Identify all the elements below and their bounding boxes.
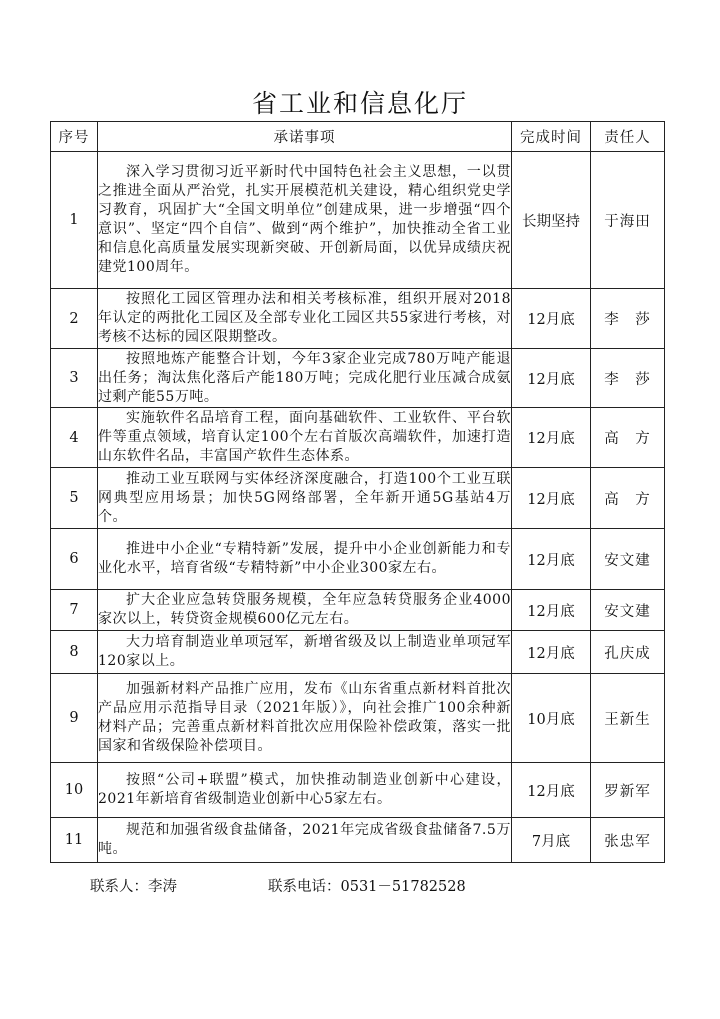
row-person: 张忠军	[591, 818, 665, 863]
row-time: 12月底	[512, 408, 591, 468]
row-person: 高 方	[591, 468, 665, 529]
row-content: 扩大企业应急转贷服务规模，全年应急转贷服务企业4000家次以上，转贷资金规模600亿元左右。	[98, 590, 512, 631]
table-row	[51, 590, 665, 631]
row-time: 12月底	[512, 468, 591, 529]
table-row	[51, 152, 665, 289]
contact-person: 联系人：李涛	[90, 879, 177, 895]
row-content: 推动工业互联网与实体经济深度融合，打造100个工业互联网典型应用场景；加快5G网络部署，全年新开通5G基站4万个。	[98, 468, 512, 529]
table-row	[51, 763, 665, 818]
table-row	[51, 289, 665, 349]
row-person: 高 方	[591, 408, 665, 468]
table-row	[51, 468, 665, 529]
row-person: 王新生	[591, 674, 665, 763]
row-num: 4	[51, 408, 98, 468]
row-time: 长期坚持	[512, 152, 591, 289]
row-num: 7	[51, 590, 98, 631]
row-time: 7月底	[512, 818, 591, 863]
row-content: 实施软件名品培育工程，面向基础软件、工业软件、平台软件等重点领域，培育认定100个左右首版次高端软件，加速打造山东软件名品，丰富国产软件生态体系。	[98, 408, 512, 468]
row-person: 安文建	[591, 590, 665, 631]
table-header-row	[51, 122, 665, 152]
row-content: 按照化工园区管理办法和相关考核标准，组织开展对2018年认定的两批化工园区及全部专业化工园区共55家进行考核，对考核不达标的园区限期整改。	[98, 289, 512, 349]
row-person: 于海田	[591, 152, 665, 289]
row-content: 加强新材料产品推广应用，发布《山东省重点新材料首批次产品应用示范指导目录（2021年版）》，向社会推广100余种新材料产品；完善重点新材料首批次应用保险补偿政策，落实一批国家和省级保险补偿项目。	[98, 674, 512, 763]
row-time: 12月底	[512, 763, 591, 818]
row-num: 10	[51, 763, 98, 818]
row-num: 2	[51, 289, 98, 349]
row-content: 按照“公司+联盟”模式，加快推动制造业创新中心建设，2021年新培育省级制造业创新中心5家左右。	[98, 763, 512, 818]
row-person: 罗新军	[591, 763, 665, 818]
row-time: 12月底	[512, 631, 591, 674]
row-content: 深入学习贯彻习近平新时代中国特色社会主义思想，一以贯之推进全面从严治党，扎实开展模范机关建设，精心组织党史学习教育，巩固扩大“全国文明单位”创建成果，进一步增强“四个意识”、坚定“四个自信”、做到“两个维护”，加快推动全省工业和信息化高质量发展实现新突破、开创新局面，以优异成绩庆祝建党100周年。	[98, 152, 512, 289]
row-num: 3	[51, 349, 98, 408]
row-time: 10月底	[512, 674, 591, 763]
row-time: 12月底	[512, 529, 591, 590]
contact-phone: 联系电话：0531－51782528	[268, 879, 466, 895]
header-num: 序号	[51, 122, 98, 152]
row-person: 李 莎	[591, 349, 665, 408]
table-row	[51, 349, 665, 408]
header-time: 完成时间	[512, 122, 591, 152]
row-content: 按照地炼产能整合计划，今年3家企业完成780万吨产能退出任务；淘汰焦化落后产能180万吨；完成化肥行业压减合成氨过剩产能55万吨。	[98, 349, 512, 408]
row-person: 孔庆成	[591, 631, 665, 674]
contact-footer	[90, 875, 466, 896]
table-row	[51, 818, 665, 863]
row-num: 6	[51, 529, 98, 590]
table-row	[51, 674, 665, 763]
row-num: 8	[51, 631, 98, 674]
row-content: 大力培育制造业单项冠军，新增省级及以上制造业单项冠军120家以上。	[98, 631, 512, 674]
row-person: 安文建	[591, 529, 665, 590]
row-content: 推进中小企业“专精特新”发展，提升中小企业创新能力和专业化水平，培育省级“专精特新”中小企业300家左右。	[98, 529, 512, 590]
row-person: 李 莎	[591, 289, 665, 349]
table-row	[51, 408, 665, 468]
header-content: 承诺事项	[98, 122, 512, 152]
row-content: 规范和加强省级食盐储备，2021年完成省级食盐储备7.5万吨。	[98, 818, 512, 863]
row-time: 12月底	[512, 349, 591, 408]
table-row	[51, 529, 665, 590]
row-time: 12月底	[512, 590, 591, 631]
commitment-table	[50, 121, 665, 863]
row-num: 1	[51, 152, 98, 289]
header-person: 责任人	[591, 122, 665, 152]
row-time: 12月底	[512, 289, 591, 349]
row-num: 11	[51, 818, 98, 863]
table-row	[51, 631, 665, 674]
row-num: 9	[51, 674, 98, 763]
page-title: 省工业和信息化厅	[251, 89, 468, 118]
row-num: 5	[51, 468, 98, 529]
